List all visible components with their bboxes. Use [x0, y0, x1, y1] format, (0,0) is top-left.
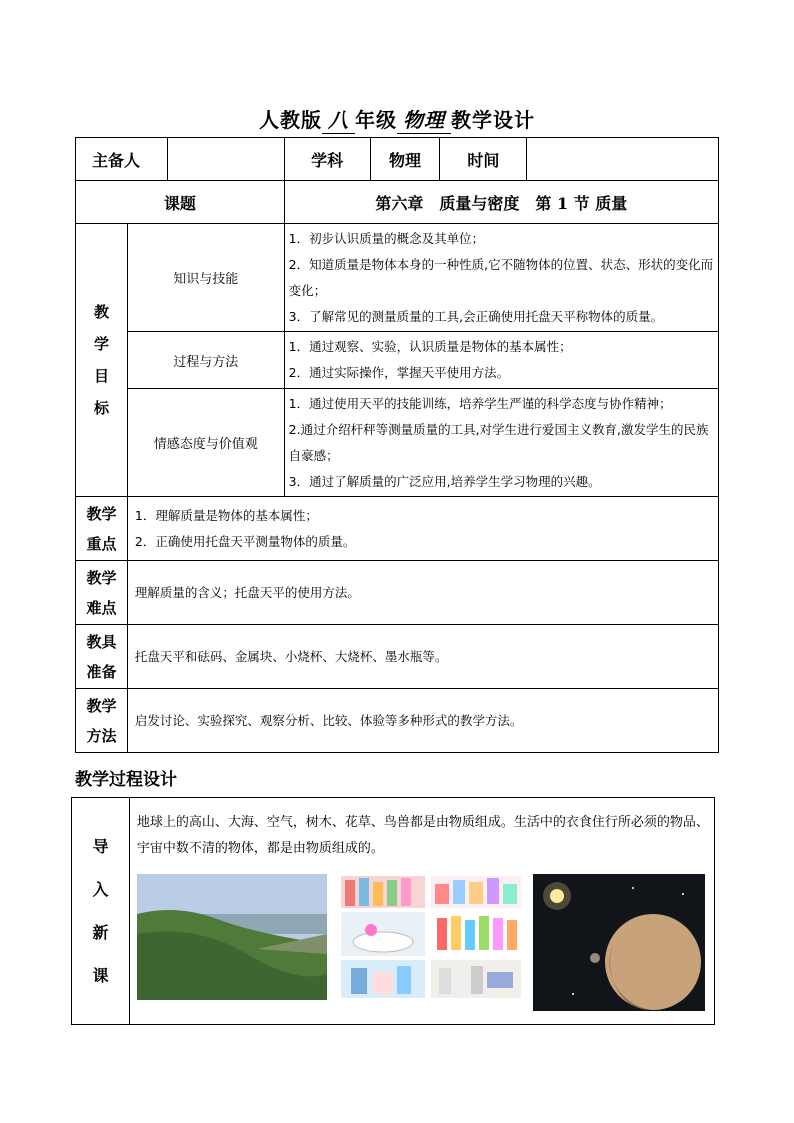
goal-name-process: 过程与方法	[127, 332, 284, 389]
topic-value: 第六章 质量与密度 第 1 节 质量	[284, 181, 718, 224]
goal-text-attitude: 1．通过使用天平的技能训练，培养学生严谨的科学态度与协作精神； 2.通过介绍杆秤等测量质量的工具,对学生进行爱国主义教育,激发学生的民族自豪感； 3．通过了解质量的广泛应用,培养学生学习物理的兴趣。	[284, 389, 718, 497]
grade-fill: 八	[322, 104, 355, 134]
process-table	[71, 797, 715, 1025]
document-title: 人教版 八 年级 物理 教学设计	[0, 104, 794, 134]
intro-content	[129, 798, 714, 1025]
tools-text: 托盘天平和砝码、金属块、小烧杯、大烧杯、墨水瓶等。	[127, 625, 718, 689]
tools-label: 教具 准备	[76, 625, 128, 689]
subject-label: 学科	[284, 138, 370, 181]
key-points-text: 1．理解质量是物体的基本属性； 2．正确使用托盘天平测量物体的质量。	[127, 497, 718, 561]
time-value	[527, 138, 719, 181]
difficulties-text: 理解质量的含义；托盘天平的使用方法。	[127, 561, 718, 625]
methods-text: 启发讨论、实验探究、观察分析、比较、体验等多种形式的教学方法。	[127, 689, 718, 753]
key-points-label: 教学 重点	[76, 497, 128, 561]
mountain-landscape-photo	[137, 874, 327, 1000]
goal-name-attitude: 情感态度与价值观	[127, 389, 284, 497]
time-label: 时间	[440, 138, 527, 181]
goal-text-process: 1．通过观察、实验，认识质量是物体的基本属性； 2．通过实际操作，掌握天平使用方法。	[284, 332, 718, 389]
subject-fill: 物理	[397, 104, 451, 134]
process-heading: 教学过程设计	[75, 770, 177, 790]
goals-label: 教 学 目 标	[76, 224, 128, 497]
difficulties-label: 教学 难点	[76, 561, 128, 625]
daily-products-collage	[335, 874, 525, 1000]
goal-text-knowledge: 1．初步认识质量的概念及其单位； 2．知道质量是物体本身的一种性质,它不随物体的位置、状态、形状的变化而变化； 3．了解常见的测量质量的工具,会正确使用托盘天平称物体的质量。	[284, 224, 718, 332]
intro-text: 地球上的高山、大海、空气，树木、花草、鸟兽都是由物质组成。生活中的衣食住行所必须的物品、宇宙中数不清的物体，都是由物质组成的。	[136, 815, 709, 856]
subject-value: 物理	[370, 138, 440, 181]
methods-label: 教学 方法	[76, 689, 128, 753]
intro-label: 导 入 新 课	[72, 798, 130, 1025]
goal-name-knowledge: 知识与技能	[127, 224, 284, 332]
planet-space-photo	[533, 874, 705, 1011]
lesson-plan-table	[75, 137, 719, 753]
topic-label: 课题	[76, 181, 285, 224]
intro-images	[137, 874, 710, 1014]
preparer-divider	[167, 138, 168, 181]
preparer-cell: 主备人	[76, 138, 285, 181]
